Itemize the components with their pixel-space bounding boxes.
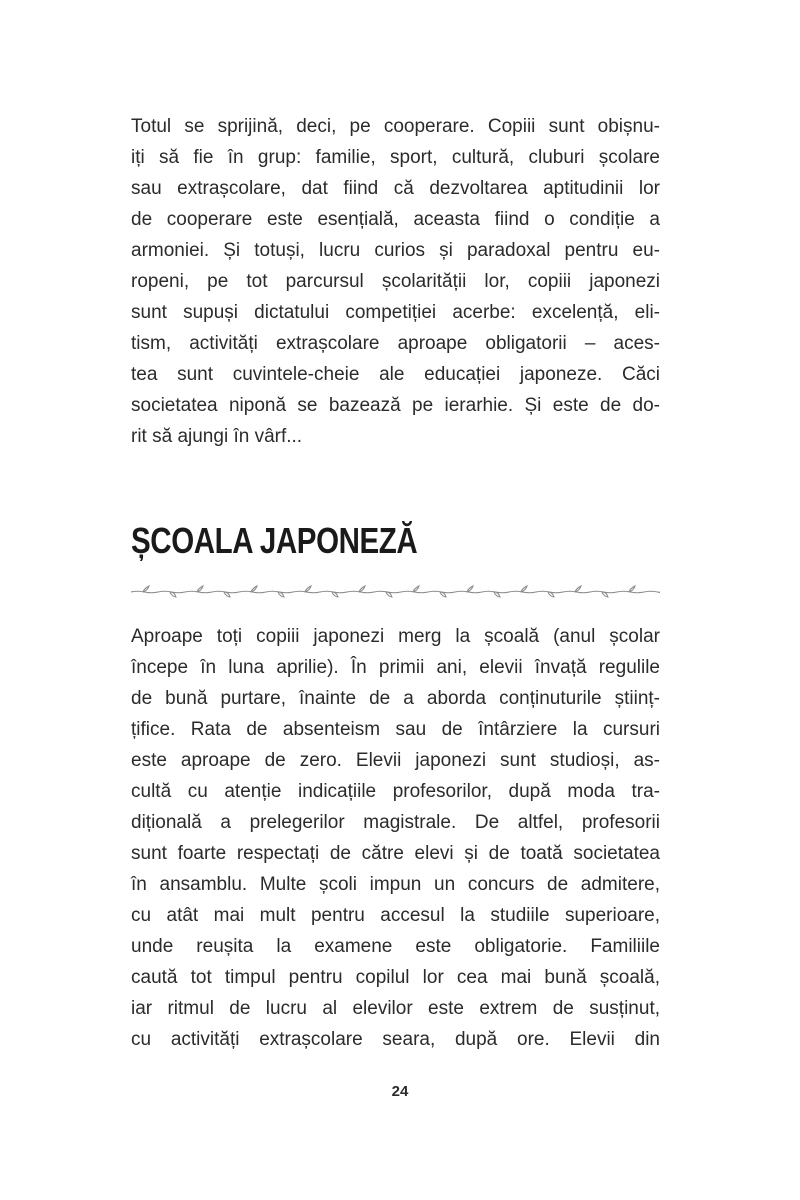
text-line: unde reușita la examene este obligatorie. Familiile <box>131 936 660 957</box>
vine-leaf <box>413 586 419 592</box>
vine-leaf <box>251 586 257 592</box>
vine-stem <box>131 591 660 593</box>
text-line: tea sunt cuvintele-cheie ale educației japoneze. Căci <box>131 364 660 385</box>
page-number: 24 <box>391 1083 409 1100</box>
paragraph-cooperation <box>131 111 660 452</box>
text-line: este aproape de zero. Elevii japonezi sunt studioși, as- <box>131 750 660 771</box>
vine-leaf <box>575 586 581 592</box>
text-line: de bună purtare, înainte de a aborda conținuturile științ- <box>131 688 660 709</box>
text-line: țifice. Rata de absenteism sau de întârziere la cursuri <box>131 719 660 740</box>
text-line: ropeni, pe tot parcursul școlarității lor, copiii japonezi <box>131 271 660 292</box>
vine-leaf <box>359 586 365 592</box>
text-line: Aproape toți copiii japonezi merg la școală (anul școlar <box>131 626 660 647</box>
ornament-divider <box>131 578 660 602</box>
vine-leaf <box>629 586 635 592</box>
text-line: cultă cu atenție indicațiile profesorilor, după moda tra- <box>131 781 660 802</box>
text-line: sunt foarte respectați de către elevi și de toată societatea <box>131 843 660 864</box>
vine-leaf <box>197 586 203 592</box>
vine-leaf <box>143 586 149 592</box>
text-line: societatea niponă se bazează pe ierarhie. Și este de do- <box>131 395 660 416</box>
text-line: iar ritmul de lucru al elevilor este extrem de susținut, <box>131 998 660 1019</box>
text-line: armoniei. Și totuși, lucru curios și paradoxal pentru eu- <box>131 240 660 261</box>
text-line: sau extrașcolare, dat fiind că dezvoltarea aptitudinii lor <box>131 178 660 199</box>
text-line: dițională a prelegerilor magistrale. De altfel, profesorii <box>131 812 660 833</box>
vine-leaf <box>467 586 473 592</box>
text-line: Totul se sprijină, deci, pe cooperare. Copiii sunt obișnu- <box>131 116 660 137</box>
text-line: cu activități extrașcolare seara, după ore. Elevii din <box>131 1029 660 1050</box>
text-line: caută tot timpul pentru copilul lor cea mai bună școală, <box>131 967 660 988</box>
vine-leaf <box>521 586 527 592</box>
text-line: cu atât mai mult pentru accesul la studiile superioare, <box>131 905 660 926</box>
text-line: în ansamblu. Multe școli impun un concurs de admitere, <box>131 874 660 895</box>
text-line: începe în luna aprilie). În primii ani, elevii învață regulile <box>131 657 660 678</box>
text-line: iți să fie în grup: familie, sport, cultură, cluburi școlare <box>131 147 660 168</box>
paragraph-japanese-school <box>131 621 660 1055</box>
text-line: sunt supuși dictatului competiției acerbe: excelență, eli- <box>131 302 660 323</box>
text-line: rit să ajungi în vârf... <box>131 426 303 447</box>
vine-leaf <box>305 586 311 592</box>
text-line: de cooperare este esențială, aceasta fiind o condiție a <box>131 209 660 230</box>
text-line: tism, activități extrașcolare aproape obligatorii – aces- <box>131 333 660 354</box>
section-heading: ȘCOALA JAPONEZĂ <box>131 520 418 561</box>
